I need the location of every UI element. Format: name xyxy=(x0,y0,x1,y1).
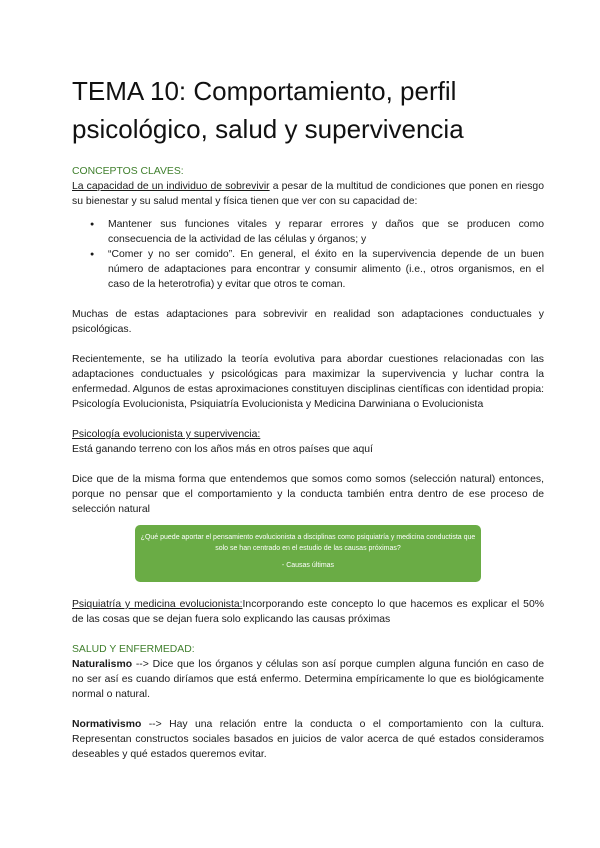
section-psicologia xyxy=(72,427,544,517)
paragraph-naturalismo xyxy=(72,657,544,702)
section-heading-salud: SALUD Y ENFERMEDAD: xyxy=(72,644,195,655)
intro-underlined: La capacidad de un individuo de sobrevivir xyxy=(72,181,270,192)
page-title: TEMA 10: Comportamiento, perfil psicológico, salud y supervivencia xyxy=(72,76,464,144)
section-conceptos xyxy=(72,164,544,412)
paragraph-seleccion-natural: Dice que de la misma forma que entendemos que somos como somos (selección natural) entonces, porque no pensar que el comportamiento y la conducta también entra dentro de ese proceso de selección natural xyxy=(72,474,544,515)
naturalismo-term: Naturalismo xyxy=(72,659,133,670)
psiquiatria-text: Incorporando este concepto lo que hacemos es explicar el 50% de las cosas que se dejan fuera solo explicando las causas próximas xyxy=(72,599,544,625)
callout-question: ¿Qué puede aportar el pensamiento evolucionista a disciplinas como psiquiatría y medicina conductista que solo se han centrado en el estudio de las causas próximas? xyxy=(140,534,476,552)
section-heading-conceptos: CONCEPTOS CLAVES: xyxy=(72,166,184,177)
intro-paragraph xyxy=(72,179,544,209)
paragraph-teoria-evolutiva: Recientemente, se ha utilizado la teoría evolutiva para abordar cuestiones relacionadas con las adaptaciones conductuales y psicológicas para maximizar la supervivencia y luchar contra la enfermedad. Algunos de estas aproximaciones constituyen disciplinas científicas con identidad propia: Psicología Evolucionista, Psiquiatría Evolucionista y Medicina Darwiniana o Evolucionista xyxy=(72,354,544,410)
bullet-item: ● “Comer y no ser comido”. En general, el éxito en la supervivencia depende de un buen número de adaptaciones para encontrar y consumir alimento (i.e., otros organismos, en el caso de la heterotrofia) y evitar que otros te coman. xyxy=(108,247,544,292)
paragraph-ganando-terreno: Está ganando terreno con los años más en otros países que aquí xyxy=(72,444,373,455)
callout-box xyxy=(135,525,481,582)
normativismo-term: Normativismo xyxy=(72,719,142,730)
normativismo-text: --> Hay una relación entre la conducta o el comportamiento con la cultura. Representan constructos sociales basados en juicios de valor acerca de qué estados consideramos deseables y qué estados queremos evitar. xyxy=(72,719,544,760)
bullet-list xyxy=(72,217,544,292)
paragraph-normativismo xyxy=(72,717,544,762)
paragraph-psiquiatria xyxy=(72,597,544,627)
section-heading-psicologia: Psicología evolucionista y supervivencia: xyxy=(72,429,261,440)
callout-answer: - Causas últimas xyxy=(281,562,335,569)
section-salud xyxy=(72,642,544,762)
naturalismo-text: --> Dice que los órganos y células son así porque cumplen alguna función en caso de no ser así es cuando diríamos que está enfermo. Determina empíricamente lo que es biológicamente normal o natural. xyxy=(72,659,544,700)
bullet-item: ● Mantener sus funciones vitales y reparar errores y daños que se producen como consecuencia de la actividad de las células y órganos; y xyxy=(108,217,544,247)
section-heading-psiquiatria: Psiquiatría y medicina evolucionista: xyxy=(72,599,243,610)
intro-rest: a pesar de la multitud de condiciones que ponen en riesgo su bienestar y su salud mental y física tienen que ver con su capacidad de: xyxy=(72,181,544,207)
paragraph-adaptaciones: Muchas de estas adaptaciones para sobrevivir en realidad son adaptaciones conductuales y psicológicas. xyxy=(72,309,544,335)
document-page xyxy=(72,72,544,762)
